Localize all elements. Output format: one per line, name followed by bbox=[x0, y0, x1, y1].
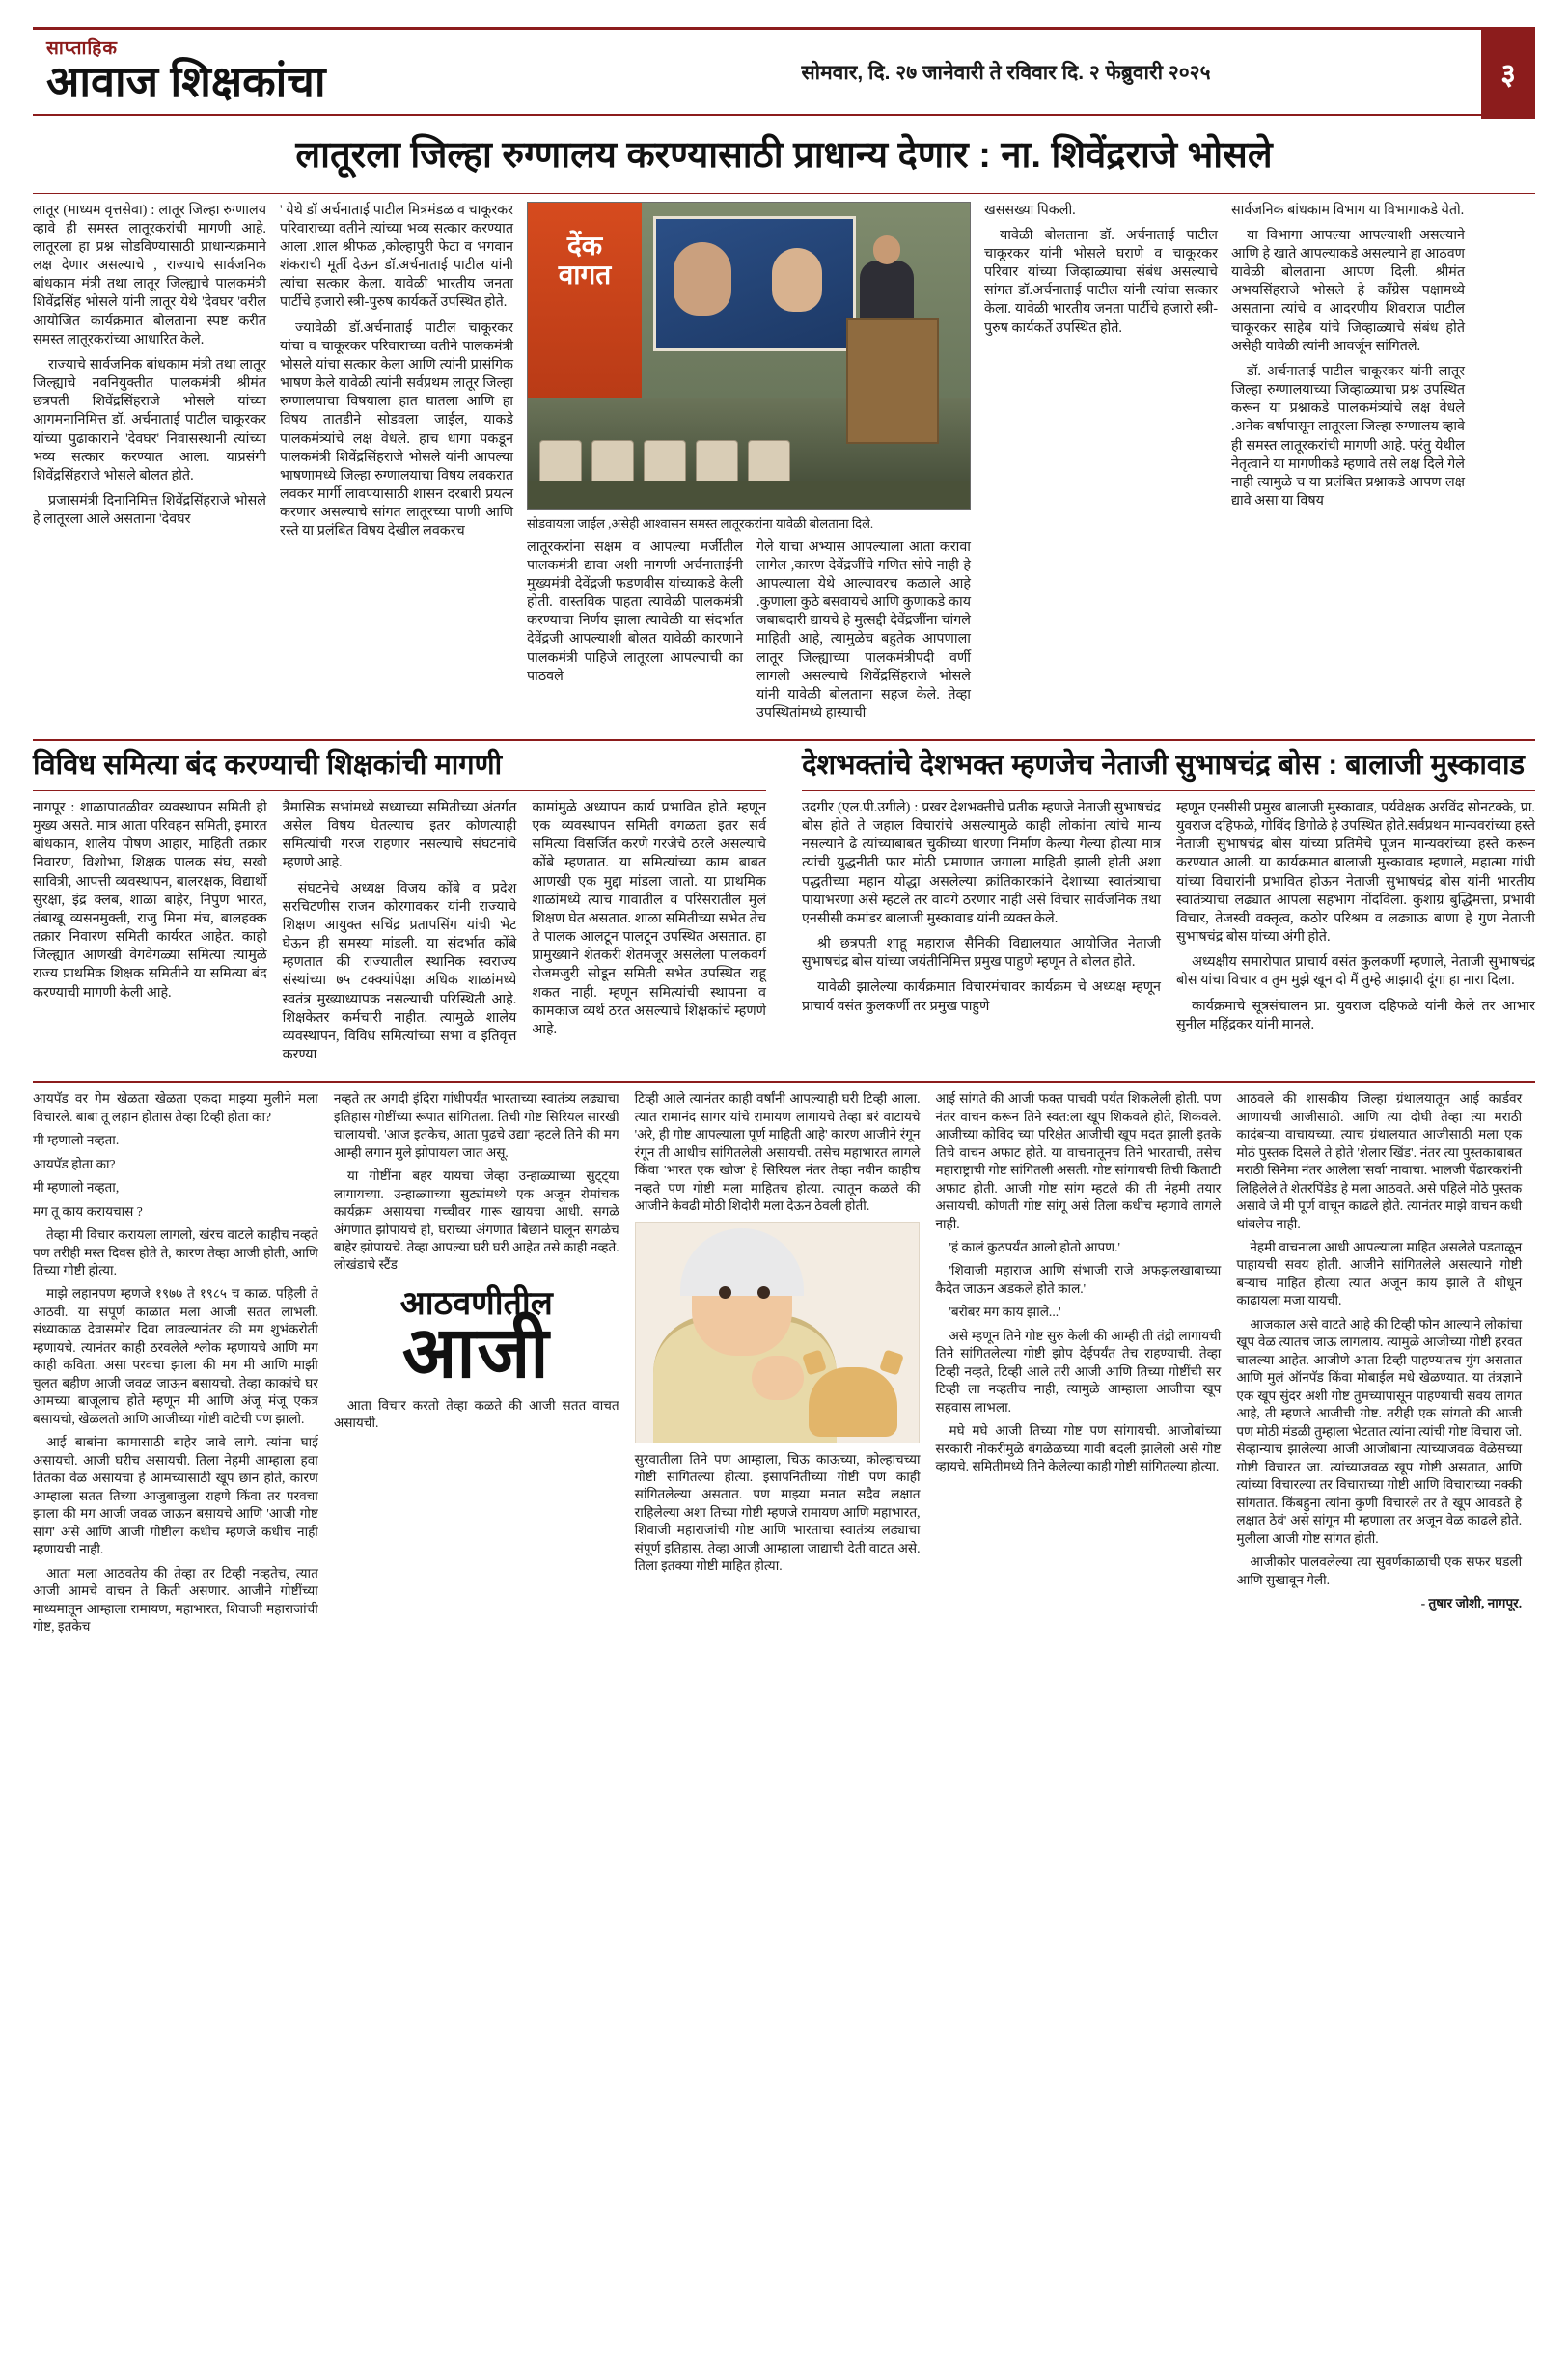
paragraph: श्री छत्रपती शाहू महाराज सैनिकी विद्यालयात आयोजित नेताजी सुभाषचंद्र बोस यांच्या जयंतीनिमित्त प्रमुख पाहुणे म्हणून ते बोलत होते. bbox=[802, 936, 1161, 971]
paragraph: आजकाल असे वाटते आहे की टिव्ही फोन आल्याने लोकांचा खूप वेळ त्यातच जाऊ लागलाय. त्यामुळे आजीच्या गोष्टी हरवत चालल्या आहेत. आजीणे आता टिव्ही पाहण्यातच गुंग असतात आणि मुलं ऑनपॅड किंवा मोबाईल मधे खेळण्यात. या तंत्रज्ञाने एक खूप सुंदर अशी गोष्ट तुमच्यापासून पाहण्याची सवय लागत आहे, ती म्हणजे आजीची गोष्ट. तरीही एक सांगतो की आजी पण मोठी मंडळी तुम्हाला भेटतात त्यांना त्यांची गोष्ट विचारा जो. सेव्हान्याच झालेल्या आजी आजोबांना त्यांच्याजवळ वेळेसच्या गोष्टी विचारत जा. त्यांच्याजवळ खूप गोष्टी असतात, आणि त्यांच्या विचारल्या तर विचाराच्या गोष्टी आणि विचाराच्या नक्की सांगतात. किंबहुना त्यांना कुणी विचारले तर ते खूप आवडते हे लक्षात ठेवं' असे सांगून मी म्हणाला तर अजून वेळ काढले होते. मुलीला आजी गोष्ट सांगत होती. bbox=[1236, 1316, 1523, 1546]
paragraph: मघे मघे आजी तिच्या गोष्ट पण सांगायची. आजोबांच्या सरकारी नोकरीमुळे बंगळेळच्या गावी बदली झालेली असे गोष्ट व्हायचे. समितीमध्ये तिने केलेल्या काही गोष्टी सांगितल्या होत्या. bbox=[935, 1423, 1222, 1474]
paragraph: कार्यक्रमाचे सूत्रसंचालन प्रा. युवराज दहिफळे यांनी केले तर आभार सुनील महिंद्रकर यांनी मानले. bbox=[1176, 998, 1535, 1032]
paragraph: टिव्ही आले त्यानंतर काही वर्षांनी आपल्याही घरी टिव्ही आला. त्यात रामानंद सागर यांचे रामायण लागायचे तेव्हा बरं वाटायचे 'अरे, ही गोष्ट आपल्याला पूर्ण माहिती आहे' कारण आजीने रंगून रंगून ती आधीच सांगितलेली असायची. तसेच महाभारत लागले किंवा 'भारत एक खोज' हे सिरियल नंतर तेव्हा नवीन काहीच नव्हते पण गोष्टी मला माहितच होत्या. त्यातून कळले की आजीने केवढी मोठी शिदोरी मला देऊन ठेवली होती. bbox=[634, 1091, 921, 1214]
paragraph: नागपूर : शाळापातळीवर व्यवस्थापन समिती ही मुख्य असते. मात्र आता परिवहन समिती, इमारत बांधकाम, शालेय पोषण आहार, माहिती तक्रार निवारण, विशोभा, शिक्षक पालक संघ, सखी सावित्री, आपत्ती व्यवस्थापन, बालरक्षक, विद्यार्थी सुरक्षा, इंद्र क्लब, शाळा बाहेर, निपुण भारत, तंबाखू व्यसनमुक्ती, राजु मिना मंच, बालहक्क तक्रार निवारण समिती कार्यरत आहेत. काही जिल्ह्यात आणखी वेगवेगळ्या समित्या त्यामुळे राज्य प्राथमिक शिक्षक समितीने या समित्या बंद करण्याची मागणी केली आहे. bbox=[33, 799, 267, 1001]
photo-backdrop-screen bbox=[653, 216, 856, 351]
paragraph: तेव्हा मी विचार करायला लागलो, खंरच वाटले काहीच नव्हते पण तरीही मस्त दिवस होते ते, कारण तेव्हा आजी होती, आणि तिच्या गोष्टी होत्या. bbox=[33, 1227, 318, 1278]
divider bbox=[33, 193, 1535, 194]
memoir-title bbox=[334, 1284, 619, 1393]
paragraph: गेले याचा अभ्यास आपल्याला आता करावा लागेल ,कारण देवेंद्रजींचे गणित सोपे नाही हे आपल्याला येथे आल्यावरच कळाले आहे .कुणाला कुठे बसवायचे आणि कुणाकडे काय जबाबदारी द्यायचे हे मुत्सद्दी देवेंद्रजींना चांगले माहिती आहे, त्यामुळेच बहुतेक आपणाला लातूर जिल्ह्याच्या पालकमंत्रीपदी वर्णी लागली असल्याचे शिवेंद्रसिंहराजे भोसले यांनी यावेळी बोलताना सहज केले. तेव्हा उपस्थितांमध्ये हास्याची bbox=[756, 538, 971, 721]
memoir-column-1 bbox=[33, 1090, 318, 1642]
story3-column-1 bbox=[802, 799, 1161, 1041]
memoir-title-line-1: आठवणीतील bbox=[399, 1284, 553, 1322]
divider bbox=[33, 790, 766, 791]
paragraph: आयपॅड वर गेम खेळता खेळता एकदा माझ्या मुलीने मला विचारले. बाबा तू लहान होतास तेव्हा टिव्ही होता का? bbox=[33, 1091, 318, 1124]
divider bbox=[33, 1081, 1535, 1083]
story3-headline: देशभक्तांचे देशभक्त म्हणजेच नेताजी सुभाषचंद्र बोस : बालाजी मुस्कावाड bbox=[802, 750, 1526, 782]
masthead-title: आवाज शिक्षकांचा bbox=[46, 57, 326, 107]
paragraph: आता विचार करतो तेव्हा कळते की आजी सतत वाचत असायची. bbox=[333, 1397, 619, 1431]
paragraph: आई बाबांना कामासाठी बाहेर जावे लागे. त्यांना घाई असायची. आजी घरीच असायची. तिला नेहमी आम्हाला हवा तितका वेळ असायचा हे आमच्यासाठी खूप छान होते, कारण आम्हाला सतत तिच्या आजुबाजुला राहणे किंवा तर परवचा झाला की मग आजी जवळ जाऊन बसायचे आणि 'आजी गोष्ट सांग' असे आणि आजी गोष्टीला कधीच म्हणजे कधीच नाही म्हणायची नाही. bbox=[33, 1435, 318, 1557]
masthead-kicker: साप्ताहिक bbox=[46, 39, 118, 60]
lead-story-column-4 bbox=[984, 202, 1218, 729]
paragraph: माझे लहानपण म्हणजे १९७७ ते १९८५ च काळ. पहिली ते आठवी. या संपूर्ण काळात मला आजी सतत लाभली. संध्याकाळ देवासमोर दिवा लावल्यानंतर की मग शुभंकरोती म्हणायचे. त्यानंतर काही ठरवलेले श्लोक म्हणायचे आणि मग काही कविता. असा परवचा झाला की मग मी आणि माझी चुलत बहीण आजी जवळ जाऊन बसायचो. तेव्हा काकांचे घर आमच्या बाजूलाच होते म्हणून मी आणि अंजू मंजू एकत्र बसायचो, खेळलतो आणि आजीच्या गोष्टी वाटेची पण झालो. bbox=[33, 1286, 318, 1426]
paragraph: संघटनेचे अध्यक्ष विजय कोंबे व प्रदेश सरचिटणीस राजन कोरगावकर यांनी राज्याचे शिक्षण आयुक्त सचिंद्र प्रतापसिंग यांची भेट घेऊन ही समस्या मांडली. या संदर्भात कोंबे म्हणतात की राज्यातील स्थानिक स्वराज्य संस्थांच्या ७५ टक्क्यांपेक्षा अधिक शाळांमध्ये स्वतंत्र मुख्याध्यापक नसल्याची परिस्थिती आहे. शिक्षकेतर कर्मचारी नाहीत. त्यामुळे शालेय व्यवस्थापन, विविध समित्यांच्या सभा व इतिवृत्त करण्या bbox=[282, 880, 517, 1062]
paragraph: 'शिवाजी महाराज आणि संभाजी राजे अफझलखाबाच्या कैदेत जाऊन अडकले होते काल.' bbox=[935, 1263, 1222, 1296]
paragraph: खससख्या पिकली. bbox=[984, 202, 1076, 218]
masthead-date: सोमवार, दि. २७ जानेवारी ते रविवार दि. २ फेब्रुवारी २०२५ bbox=[801, 61, 1211, 84]
event-photo bbox=[527, 202, 971, 510]
memoir-column-4 bbox=[935, 1090, 1221, 1642]
story2-column-3 bbox=[532, 799, 766, 1071]
paragraph: नव्हते तर अगदी इंदिरा गांधीपर्यंत भारताच्या स्वातंत्र्य लढ्याचा इतिहास गोष्टींच्या रूपात सांगितला. तिची गोष्ट सिरियल सारखी चालायची. 'आज इतकेच, आता पुढचे उद्या' म्हटले तिने की मग आम्ही लगान मुले झोपायला जात असू. bbox=[333, 1091, 619, 1160]
paragraph: ' येथे डॉ अर्चनाताई पाटील मित्रमंडळ व चाकूरकर परिवाराच्या वतीने त्यांच्या भव्य सत्कार करण्यात आला .शाल श्रीफळ ,कोल्हापुरी फेटा व भगवान शंकराची मूर्ती देऊन डॉ.अर्चनाताई पाटील यांनी त्यांचा सत्कार केला. यावेळी भारतीय जनता पार्टीचे हजारो स्त्री-पुरुष कार्यकर्ते उपस्थित होते. bbox=[280, 202, 513, 311]
illustration-eye-left bbox=[719, 1286, 731, 1299]
paragraph: त्रैमासिक सभांमध्ये सध्याच्या समितीच्या अंतर्गत असेल विषय घेतल्याच इतर कोणत्याही समित्यांची गरज राहणार नसल्याचे संघटनांचे म्हणणे आहे. bbox=[282, 799, 517, 871]
paragraph: 'हं कालं कुठपर्यंत आलो होतो आपण.' bbox=[949, 1240, 1120, 1254]
photo-portrait-2 bbox=[772, 248, 822, 312]
paragraph: नेहमी वाचनाला आधी आपल्याला माहित असलेले पडताळून पाहायची सवय होती. आजीने सांगितलेले असल्याने गोष्टी बऱ्याच माहित होत्या त्यात अजून काय झाले ते शोधून काढायला मजा यायची. bbox=[1236, 1240, 1523, 1308]
illustration-hand bbox=[752, 1356, 804, 1400]
paragraph: आता मला आठवतेय की तेव्हा तर टिव्ही नव्हतेच, त्यात आजी आमचे वाचन ते किती असणार. आजीने गोष्टींच्या माध्यमातून आम्हाला रामायण, महाभारत, शिवाजी महाराजांची गोष्ट, इतकेच bbox=[33, 1565, 318, 1635]
lead-story-column-3 bbox=[527, 538, 743, 730]
story3-column-2 bbox=[1176, 799, 1535, 1041]
masthead bbox=[33, 27, 1535, 116]
paragraph: सुरवातीला तिने पण आम्हाला, चिऊ काऊच्या, कोल्हाचच्या गोष्टी सांगितल्या होत्या. इसापनितीच्या गोष्टी पण काही सांगितलेल्या असतात. पण माझ्या मनात सदैव लक्षात राहिलेल्या अशा तिच्या गोष्टी म्हणजे रामायण आणि महाभारत, शिवाजी महाराजांची गोष्ट आणि भारताचा स्वातंत्र्य लढ्याचा संपूर्ण इतिहास. तेव्हा आजी आम्हाला जाद्याची देती वाटत असे. तिला इतक्या गोष्टी माहित होत्या. bbox=[634, 1451, 921, 1574]
story2-column-2 bbox=[283, 799, 517, 1071]
paragraph: अध्यक्षीय समारोपात प्राचार्य वसंत कुलकर्णी म्हणाले, नेताजी सुभाषचंद्र बोस यांचा विचार व तुम मुझे खून दो मैं तुम्हे आझादी दूंगा हा नारा दिला. bbox=[1176, 954, 1535, 989]
lead-story-headline: लातूरला जिल्हा रुग्णालय करण्यासाठी प्राधान्य देणार : ना. शिवेंद्रराजे भोसले bbox=[295, 135, 1273, 176]
photo-podium bbox=[846, 318, 939, 444]
masthead-brand bbox=[33, 39, 535, 107]
paragraph: लातूर (माध्यम वृत्तसेवा) : लातूर जिल्हा रुग्णालय व्हावे ही समस्त लातूरकरांची मागणी आहे. लातूरला हा प्रश्न सोडविण्यासाठी प्राधान्यक्रमाने लक्ष देणार असल्याचे , राज्याचे सार्वजनिक बांधकाम मंत्री तथा लातूर जिल्ह्याचे पालकमंत्री शिवेंद्रसिंह भोसले यांनी लातूर येथे 'देवघर 'वरील आयोजित कार्यक्रमात बोलताना स्पष्ट करीत समस्त लातूरकरांच्या आधारित केले. bbox=[33, 202, 266, 347]
illustration-eye-right bbox=[757, 1286, 770, 1299]
paragraph: उदगीर (एल.पी.उगीले) : प्रखर देशभक्तीचे प्रतीक म्हणजे नेताजी सुभाषचंद्र बोस होते ते जहाल विचारांचे असल्यामुळे काही लोकांना त्यांचे मान्य नसल्याने ढे त्यांच्याबाबत चुकीच्या धारणा निर्माण केल्या गेल्या होत्या मात्र त्यांची युद्धनीती फार मोठी प्रमाणात जगाला माहिती झाली होती अशा पद्धतीच्या महान योद्धा असलेल्या क्रांतिकारकांने देशाच्या स्वातंत्र्याचा पायाभरणा असे म्हटले तर वावगे ठरणार नाही असे विचार सार्वजनिक तथा एनसीसी कमांडर बालाजी मुस्कावाड यांनी व्यक्त केले. bbox=[802, 799, 1161, 926]
story-committees bbox=[33, 749, 766, 1071]
lead-story-column-2 bbox=[280, 202, 513, 729]
paragraph: म्हणून एनसीसी प्रमुख बालाजी मुस्कावाड, पर्यवेक्षक अरविंद सोनटक्के, प्रा. युवराज दहिफळे, गोविंद डिगोळे हे उपस्थित होते.सर्वप्रथम मान्यवरांच्या हस्ते नेताजी सुभाषचंद्र बोस यांच्या प्रतिमेचे पूजन मान्यवरांच्या हस्ते करून करण्यात आली. या कार्यक्रमात बालाजी मुस्कावाड म्हणाले, महात्मा गांधी यांच्या विचारांनी प्रभावित होऊन नेताजी सुभाषचंद्र बोस यांनी भारतीय स्वातंत्र्याचा लढ्यात आपला सहभाग नोंदविला. कुशाग्र बुद्धिमत्ता, प्रभावी विचार, तेजस्वी वक्तृत्व, कठोर परिश्रम व लढ्याऊ बाणा हे गुण नेताजी सुभाषचंद्र बोस यांच्या अंगी होते. bbox=[1176, 799, 1535, 946]
paragraph: मी म्हणालो नव्हता. bbox=[33, 1133, 120, 1148]
lead-story-photo-column bbox=[527, 202, 971, 729]
photo-banner: देंक वागत bbox=[528, 203, 642, 405]
paragraph: आजीकोर पालवलेल्या त्या सुवर्णकाळाची एक सफर घडली आणि सुखावून गेली. bbox=[1236, 1554, 1523, 1587]
paragraph: आठवले की शासकीय जिल्हा ग्रंथालयातून आई कार्डवर आणायची आजीसाठी. आणि त्या दोघी तेव्हा त्या मराठी कादंबऱ्या वाचायच्या. त्याच ग्रंथालयात आजीसाठी मला एक मोठं पुस्तक दिसले ते होते 'शेलार खिंड'. नंतर त्या पुस्तकाबाबत मराठी सिनेमा नंतर आलेला 'सर्वा' नावाचा. भालजी पेंढारकरांनी लिहिलेले ते शेतरपिंडेड हे मला आठवते. असे पहिले मोठे पुस्तक असावे जे मी पूर्ण वाचून काढले होते. त्यानंतर माझे वाचन कधी थांबलेच नाही. bbox=[1236, 1091, 1523, 1231]
lead-story-column-3b bbox=[756, 538, 971, 730]
secondary-stories bbox=[33, 749, 1535, 1071]
paragraph: कामांमुळे अध्यापन कार्य प्रभावित होते. म्हणून एक व्यवस्थापन समिती वगळता इतर सर्व समित्या विसर्जित करणे गरजेचे ठरले असल्याचे कोंबे म्हणतात. या समित्यांच्या काम बाबत आणखी एक मुद्दा मांडला जातो. या प्राथमिक शाळांमध्ये त्याच गावातील व परिसरातील मुलं शिक्षण घेत असतात. शाळा समितीच्या सभेत तेच ते पालक आलटून पालटून उपस्थित असतात. हा प्रामुख्याने शेतकरी शेतमजूर असलेला पालकवर्ग रोजमजुरी सोडून समिती सभेत उपस्थित राहू शकत नाही. म्हणून समित्यांची स्थापना व कामकाज व्यर्थ ठरत असल्याचे शिक्षकांचे म्हणणे आहे. bbox=[532, 799, 767, 1037]
page-number-badge: ३ bbox=[1481, 27, 1535, 119]
paragraph: ज्यावेळी डॉ.अर्चनाताई पाटील चाकूरकर यांचा व चाकूरकर परिवाराच्या वतीने पालकमंत्री भोसले यांचा सत्कार केला आणि त्यांनी प्रासंगिक भाषण केले यावेळी त्यांनी सर्वप्रथम लातूर जिल्हा रुग्णालयाचा विषयाला हात घातला आणि हा विषय तातडीने सोडवला जाईल, याकडे पालकमंत्र्यांचे लक्ष वेधले. हाच धागा पकडून पालकमंत्री शिवेंद्रसिंहराजे भोसले यांनी आपल्या भाषणामध्ये जिल्हा रुग्णालयाचा विषय लवकरात लवकर मार्गी लावण्यासाठी शासन दरबारी प्रयत्न करणार असल्याचे सांगत लातूरच्या पाणी आणि रस्ते या प्रलंबित विषय देखील लवकरच bbox=[280, 319, 513, 539]
memoir-signature: - तुषार जोशी, नागपूर. bbox=[1420, 1596, 1523, 1611]
paragraph: यावेळी झालेल्या कार्यक्रमात विचारमंचावर कार्यक्रम चे अध्यक्ष म्हणून प्राचार्य वसंत कुलकर्णी तर प्रमुख पाहुणे bbox=[802, 979, 1161, 1014]
paragraph: डॉ. अर्चनाताई पाटील चाकूरकर यांनी लातूर जिल्हा रुग्णालयाच्या जिव्हाळ्याचा प्रश्न उपस्थित करून या प्रश्नाकडे पालकमंत्र्यांचे लक्ष वेधले .अनेक वर्षापासून लातूरला जिल्हा रुग्णालय व्हावे ही समस्त लातूरकरांची मागणी आहे. परंतु येथील नेतृत्वाने या मागणीकडे म्हणावे तसे लक्ष दिले गेले नाही त्यामुळे च या प्रलंबित प्रश्नाकडे आपण लक्ष द्यावे असा या विषय bbox=[1231, 363, 1465, 509]
paragraph: प्रजासमंत्री दिनानिमित्त शिवेंद्रसिंहराजे भोसले हे लातूरला आले असताना 'देवघर bbox=[33, 493, 266, 528]
memoir-column-2 bbox=[334, 1090, 619, 1642]
paragraph: या विभागा आपल्या आपल्याशी असल्याने आणि हे खाते आपल्याकडे असल्याने हा आठवण यावेळी बोलताना आपण दिली. श्रीमंत अभयसिंहराजे भोसले हे कॉंग्रेस पक्षामध्ये असताना त्यांचे व आदरणीय शिवराज पाटील चाकूरकर साहेब यांचे जिव्हाळ्याचे संबंध होते असेही यावेळी त्यांनी आवर्जून सांगितले. bbox=[1231, 227, 1465, 354]
photo-caption: सोडवायला जाईल ,असेही आश्वासन समस्त लातूरकरांना यावेळी बोलताना दिले. bbox=[527, 515, 874, 531]
paragraph: मग तू काय करायचास ? bbox=[33, 1203, 143, 1219]
lead-story-column-1 bbox=[33, 202, 266, 729]
memoir-column-3 bbox=[635, 1090, 921, 1642]
paragraph: सार्वजनिक बांधकाम विभाग या विभागाकडे येतो. bbox=[1231, 202, 1465, 218]
memoir-feature bbox=[33, 1090, 1535, 1642]
grandmother-illustration bbox=[635, 1222, 921, 1443]
lead-story-column-5 bbox=[1231, 202, 1465, 729]
memoir-title-line-2: आजी bbox=[401, 1312, 551, 1393]
memoir-column-5 bbox=[1236, 1090, 1522, 1642]
paragraph: राज्याचे सार्वजनिक बांधकाम मंत्री तथा लातूर जिल्ह्याचे नवनियुक्तीत पालकमंत्री श्रीमंत छत्रपती शिवेंद्रसिंहराजे भोसले यांच्या आगमनानिमित्त डॉ. अर्चनाताई पाटील चाकूरकर यांच्या पुढाकाराने 'देवघर' निवासस्थानी त्यांच्या भव्य सत्कार करण्यात आला. याप्रसंगी शिवेंद्रसिंहराजे भोसले बोलत होते. bbox=[33, 356, 266, 483]
paragraph: लातूरकरांना सक्षम व आपल्या मर्जीतील पालकमंत्री द्यावा अशी मागणी अर्चनाताईंनी मुख्यमंत्री देवेंद्रजी फडणवीस यांच्याकडे केली होती. वास्तविक पाहता त्यावेळी पालकमंत्री करण्याचा निर्णय झाला त्यावेळी या संदर्भात देवेंद्रजी आपल्याशी बोलत यावेळी कारणाने पालकमंत्री पाहिजे लातूरला आपल्याची का पाठवले bbox=[527, 538, 743, 684]
story2-headline: विविध समित्या बंद करण्याची शिक्षकांची मागणी bbox=[33, 750, 503, 782]
divider bbox=[33, 739, 1535, 741]
paragraph: आयपॅड होता का? bbox=[33, 1156, 116, 1171]
illustration-cat bbox=[809, 1367, 897, 1437]
divider bbox=[802, 790, 1535, 791]
story-netaji bbox=[802, 749, 1535, 1071]
paragraph: 'बरोबर मग काय झाले...' bbox=[949, 1305, 1061, 1320]
illustration-hair bbox=[680, 1228, 804, 1296]
paragraph: असे म्हणून तिने गोष्ट सुरु केली की आम्ही ती तंद्री लागायची तिने सांगितलेल्या गोष्टी झोप देईपर्यंत तेच राहण्याची. तेव्हा टिव्ही नव्हते, टिव्ही आले तरी आजी आणि तिच्या गोष्टींची सर टिव्ही ला नव्हतीच नाही, त्यामुळे आम्हाला आजीचा खूप सहवास लाभला. bbox=[935, 1328, 1222, 1415]
photo-portrait-1 bbox=[674, 242, 731, 316]
paragraph: या गोष्टींना बहर यायचा जेव्हा उन्हाळ्याच्या सुट्ट्या लागायच्या. उन्हाळ्याच्या सुट्यांमध्ये एक अजून रोमांचक कार्यक्रम असायचा गच्चीवर गारू खायचा आधी. सगळे अंगणात झोपायचे हो, घराच्या अंगणात बिछाने घालून सगळेच बाहेर झोपायचे. तेव्हा आपल्या घरी घरी आहेत तसे काही नव्हते. लोखंडाचे स्टैंड bbox=[333, 1168, 619, 1273]
paragraph: मी म्हणालो नव्हता, bbox=[33, 1180, 120, 1196]
paragraph: आई सांगते की आजी फक्त पाचवी पर्यंत शिकलेली होती. पण नंतर वाचन करून तिने स्वत:ला खूप शिकवले होते, शिकवले. आजीच्या कोविद च्या परिक्षेत आजीची खूप मदत झाली इतके तिचे वाचन अफाट होते. या वाचनातूनच तिने भारताची, तसेच महाराष्ट्राची गोष्ट सांगितली असती. गोष्ट सांगायची तिची किताटी अफाट होती. आजी गोष्ट सांग म्हटले की ती नेहमी तयार असायची. कोणती गोष्ट सांगू असे तिला कधीच म्हणावे लागले नाही. bbox=[935, 1091, 1222, 1231]
story2-column-1 bbox=[33, 799, 267, 1071]
paragraph: यावेळी बोलताना डॉ. अर्चनाताई पाटील चाकूरकर यांनी भोसले घराणे व चाकूरकर परिवार यांच्या जिव्हाळ्याचा संबंध असल्याचे सांगत डॉ.अर्चनाताई पाटील यांनी त्यांचा सत्कार केला. यावेळी भारतीय जनता पार्टीचे हजारो स्त्री- पुरुष कार्यकर्ते उपस्थित होते. bbox=[984, 227, 1218, 336]
lead-story-body bbox=[33, 202, 1535, 729]
